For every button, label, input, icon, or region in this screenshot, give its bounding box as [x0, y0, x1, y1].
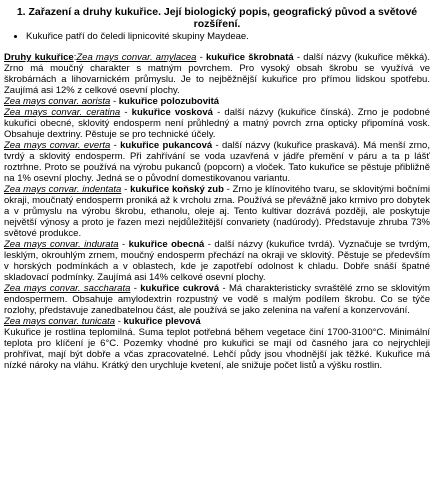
paragraph-amylacea: Druhy kukuřice:Zea mays convar. amylacea - kukuřice škrobnatá - další názvy (kukuřice měkká). Zrno má moučný charakter s matným povrchem. Pro vysoký obsah škrobu se využívá ve škrobárnách a lihovarnickém průmyslu. Je to nejběžnější kukuřice pro přímou lidskou spotřebu. Zaujímá asi 12% z celkové osevní plochy. — [4, 52, 430, 96]
separator: - — [118, 239, 129, 250]
latin-name: Zea mays convar. saccharata — [4, 283, 131, 294]
variety-description: - další názvy (kukuřice měkká). Zrno má moučný charakter s matným povrchem. Pro vysoký obsah škrobu se využívá ve škrobárnách a lihovarnickém průmyslu. Je to nejběžnější kukuřice pro přímou lidskou spotřebu. Zaujímá asi 12% z celkové osevní plochy. — [4, 52, 430, 96]
separator: - — [130, 283, 141, 294]
latin-name: Zea mays convar. amylacea — [76, 52, 197, 63]
variety-description: - další názvy (kukuřice čínská). Zrno je podobné kukuřici obecné, sklovitý endosperm není průhledný a matný povrch zrna opticky připomíná vosk. Obsahuje dextriny. Pěstuje se pro technické účely. — [4, 107, 430, 140]
latin-name: Zea mays convar. indentata — [4, 184, 122, 195]
variety-description: - další názvy (kukuřice praskavá). Má menší zrno, tvrdý a sklovitý endosperm. Při zahřívání se voda uzavřená v jádře přemění v páru a ta p lášť roztrhne. Proto se používá na výrobu pukanců (popcorn) a vloček. Tato kukuřice se pěstuje přibližně na 1% osevní plochy. Jedná se o původní domestikovanou variantu. — [4, 140, 430, 184]
latin-name: Zea mays convar. everta — [4, 140, 111, 151]
separator: - — [115, 316, 124, 327]
paragraph-indentata — [4, 184, 430, 239]
variety-name: kukuřice pukancová — [120, 140, 213, 151]
variety-name: kukuřice vosková — [131, 107, 213, 118]
paragraph-aorista — [4, 96, 430, 107]
separator: - — [196, 52, 206, 63]
latin-name: Zea mays convar. tunicata — [4, 316, 116, 327]
paragraph-growing-conditions: Kukuřice je rostlina teplomilná. Suma teplot potřebná během vegetace činí 1700-3100°C. Minimální teplota pro klíčení je 6°C. Pozemky vhodné pro kukuřici se mají od časného jara co nejrychleji prohřívat, mají být dobře a včas zpracovatelné. Lehčí půdy jsou vhodnější jak těžké. Kukuřice má nízké nároky na vláhu. Krátký den urychluje kvetení, ale snižuje počet listů a výšku rostlin. — [4, 327, 430, 371]
document-title: 1. Zařazení a druhy kukuřice. Její biologický popis, geografický původ a světové rozšíření. — [16, 6, 418, 30]
latin-name: Zea mays convar. ceratina — [4, 107, 121, 118]
paragraph-ceratina — [4, 107, 430, 140]
variety-name: kukuřice koňský zub — [130, 184, 224, 195]
separator: - — [110, 140, 121, 151]
variety-name: kukuřice obecná — [128, 239, 205, 250]
paragraph-saccharata — [4, 283, 430, 316]
bullet-list — [4, 31, 430, 42]
variety-name: kukuřice cukrová — [140, 283, 220, 294]
latin-name: Zea mays convar. indurata — [4, 239, 119, 250]
paragraph-tunicata — [4, 316, 430, 327]
bullet-item: • Kukuřice patří do čeledi lipnicovité skupiny Maydeae. — [26, 31, 430, 42]
latin-name: Zea mays convar. aorista — [4, 96, 111, 107]
variety-name: kukuřice plevová — [123, 316, 201, 327]
variety-name: kukuřice škrobnatá — [206, 52, 294, 63]
variety-description: - Zrno je klínovitého tvaru, se sklovitými bočními okraji, moučnatý endosperm proniká až k vrcholu zrna. Používá se převážně jako krmivo pro dobytek a v průmyslu na výrobu škrobu, ethanolu, oleje aj. Tento kultivar dozrává později, ale poskytuje největší výnosy a proto je řazen mezi nejdůležitější convariety (nadúrody). Představuje zhruba 73% světové produkce. — [4, 184, 430, 239]
paragraph-indurata — [4, 239, 430, 283]
spacer — [4, 42, 430, 52]
separator: - — [120, 107, 132, 118]
variety-name: kukuřice polozubovitá — [118, 96, 220, 107]
variety-description: - další názvy (kukuřice tvrdá). Vyznačuje se tvrdým, lesklým, okrouhlým zrnem, moučný endosperm přechází na okraji ve sklovitý. Pěstuje se především v horských podmínkách a v oblastech, kde je zapotřebí odolnost k chladu. Dobře snáší špatné skladovací podmínky. Zaujímá asi 14% celkové osevní plochy. — [4, 239, 430, 283]
variety-description: - Má charakteristicky svraštělé zrno se sklovitým endospermem. Obsahuje amylodextrin rozpustný ve vodě s malým podílem škrobu. Co se týče rozlohy, představuje zanedbatelnou část, ale používá se jako zelenina na vaření a konzervování. — [4, 283, 430, 316]
separator: - — [121, 184, 131, 195]
section-heading: Druhy kukuřice — [4, 52, 74, 63]
paragraph-everta — [4, 140, 430, 184]
separator: - — [110, 96, 119, 107]
